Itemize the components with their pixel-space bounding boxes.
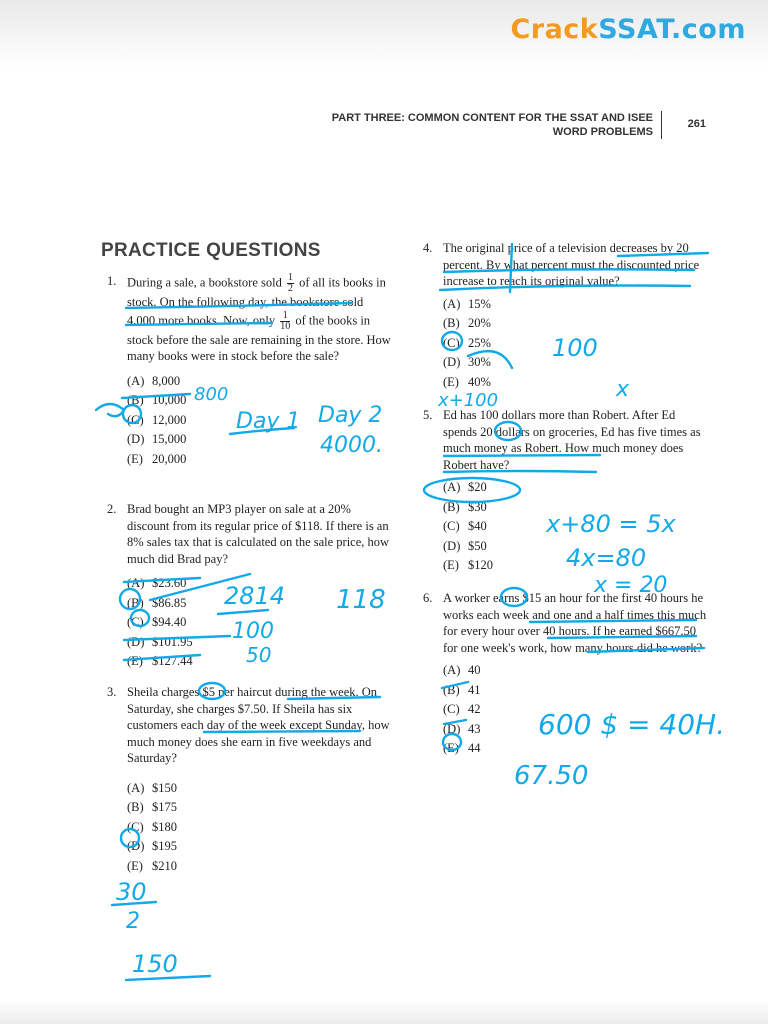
q3-note-30: 30 [116,878,147,906]
question-2 [107,501,392,672]
option-text: 20% [468,316,491,331]
option-text: 30% [468,355,491,370]
option-letter: (C) [127,615,144,630]
option-letter: (E) [127,654,143,669]
question-stem [127,273,392,365]
option-text: $86.85 [152,595,187,610]
q1-note-4000: 4000. [320,433,383,458]
brand-part-ssat: SSAT [598,14,672,45]
option-d[interactable] [127,430,392,450]
option-text: 40% [468,374,491,389]
option-a[interactable] [127,779,392,799]
option-text: $23.60 [152,576,187,590]
q1-note-day1: Day 1 [236,409,301,434]
header-line-2: WORD PROBLEMS [552,126,653,138]
option-d[interactable] [127,633,392,653]
fraction-numerator: 1 [280,311,290,322]
option-letter: (D) [443,721,461,736]
option-letter: (D) [127,839,145,854]
option-text: 40 [468,663,481,677]
option-text: 44 [468,741,481,756]
option-d[interactable] [443,720,708,740]
option-letter: (C) [443,702,460,717]
answer-options [443,295,708,393]
option-text: $210 [152,858,177,873]
option-text: 41 [468,682,481,697]
option-d[interactable] [127,837,392,857]
question-stem: A worker earns $15 an hour for the first 40 hours he works each week and one and a half times this much for every hour over 40 hours. If he earned $667.50 for one week's work, how many hours did he work? [443,591,707,655]
option-a[interactable] [443,478,708,498]
question-number: 6. [423,591,433,605]
q4-note-x: x [616,377,630,402]
option-text: $150 [152,780,177,795]
option-text: $195 [152,839,177,854]
option-b[interactable] [443,314,708,334]
q2-note-2814: 2814 [224,582,286,610]
section-title: PRACTICE QUESTIONS [101,240,321,261]
option-letter: (B) [127,393,144,408]
option-text: $180 [152,819,177,834]
brand-watermark [510,14,746,45]
option-c[interactable] [127,411,392,431]
option-letter: (B) [127,800,144,815]
option-text: 15,000 [152,432,187,447]
option-text: 15% [468,296,491,311]
option-d[interactable] [443,537,708,557]
q3-fraction-bar [112,902,156,905]
fraction-one-tenth [280,311,290,332]
option-letter: (C) [443,519,460,534]
stem-part: of the books in stock before the sale are remaining in the store. How many books were in stock before the sale? [127,312,391,363]
option-text: 25% [468,335,491,350]
brand-part-crack: Crack [510,14,599,45]
fraction-denominator: 2 [287,283,293,294]
option-a[interactable] [127,372,392,392]
question-number: 2. [107,502,117,516]
stem-part: During a sale, a bookstore sold [127,275,282,290]
option-e[interactable] [127,652,392,672]
q1-note-a: 800 [194,384,229,405]
option-c[interactable] [127,613,392,633]
option-letter: (E) [443,558,459,573]
q6-note-eq1: 600 $ = 40H. [538,708,726,741]
option-text: 8,000 [152,373,181,388]
option-b[interactable] [443,498,708,518]
question-number: 4. [423,241,433,255]
option-text: $50 [468,538,487,553]
question-3 [107,684,392,876]
q2-note-50: 50 [246,643,272,667]
header-line-1: PART THREE: COMMON CONTENT FOR THE SSAT AND ISEE [331,112,653,124]
running-header [332,111,662,139]
question-6 [423,590,708,759]
option-text: 20,000 [152,451,187,466]
option-letter: (C) [127,412,144,427]
option-text: $101.95 [152,634,193,649]
scan-shadow-bottom [0,1000,768,1024]
q1-note-day2: Day 2 [318,403,383,428]
fraction-one-half [287,273,294,294]
option-letter: (A) [443,663,461,677]
option-c[interactable] [127,818,392,838]
q2-note-118: 118 [336,585,386,615]
answer-options [127,574,392,672]
option-text: 43 [468,721,481,736]
option-b[interactable] [127,391,392,411]
option-text: $120 [468,558,493,573]
question-stem: Brad bought an MP3 player on sale at a 20% discount from its regular price of $118. If there is an 8% sales tax that is calculated on the sale price, how much did Brad pay? [127,502,390,566]
option-a[interactable] [443,295,708,315]
q5-note-eq2: 4x=80 [566,544,647,572]
option-letter: (D) [127,634,145,649]
option-letter: (E) [127,858,143,873]
option-text: $175 [152,800,177,815]
option-text: $40 [468,519,487,534]
option-letter: (B) [127,595,144,610]
option-letter: (C) [127,819,144,834]
option-e[interactable] [443,373,708,393]
option-b[interactable] [443,681,708,701]
question-stem: The original price of a television decreases by 20 percent. By what percent must the discounted price increase to reach its original value? [443,241,700,288]
option-text: $30 [468,499,487,514]
brand-part-com: .com [671,14,746,45]
question-4 [423,240,708,392]
option-a[interactable] [443,661,708,681]
option-letter: (D) [443,355,461,370]
option-letter: (A) [443,296,461,311]
option-e[interactable] [127,450,392,470]
option-letter: (D) [443,538,461,553]
answer-options [127,372,392,470]
option-text: $94.40 [152,615,187,630]
question-1 [107,272,392,469]
option-letter: (C) [443,335,460,350]
option-b[interactable] [127,798,392,818]
option-a[interactable] [127,574,392,594]
q4-note-100: 100 [552,334,598,362]
option-letter: (E) [127,451,143,466]
option-text: $20 [468,480,487,494]
option-c[interactable] [443,700,708,720]
option-text: 10,000 [152,393,187,408]
option-letter: (A) [127,373,145,388]
question-number: 3. [107,685,117,699]
q3-150-underline [126,976,210,980]
option-letter: (A) [127,780,145,795]
question-5 [423,407,708,576]
q6-note-eq2: 67.50 [514,761,589,791]
question-number: 5. [423,408,433,422]
option-letter: (B) [443,316,460,331]
option-e[interactable] [443,739,708,759]
option-c[interactable] [443,334,708,354]
option-c[interactable] [443,517,708,537]
q1-arrow-scribble [96,404,124,416]
option-letter: (A) [127,576,145,590]
stem-part: of all its books in stock. On the following day, the bookstore sold 4,000 more books. Now, only [127,275,386,327]
option-b[interactable] [127,594,392,614]
answer-options [443,478,708,576]
option-e[interactable] [443,556,708,576]
fraction-denominator: 10 [280,320,291,332]
option-text: $127.44 [152,654,193,669]
option-letter: (B) [443,499,460,514]
option-text: 12,000 [152,412,187,427]
q5-note-eq1: x+80 = 5x [546,510,676,538]
q2-note-100: 100 [232,619,274,644]
option-letter: (E) [443,741,459,756]
q3-note-2: 2 [126,909,140,934]
option-letter: (D) [127,432,145,447]
question-number: 1. [107,274,117,288]
option-d[interactable] [443,353,708,373]
option-text: 42 [468,702,481,717]
page-number: 261 [687,118,706,130]
answer-options [127,779,392,877]
q5-note-eq3: x = 20 [594,573,668,598]
q4-note-x100: x+100 [438,390,499,411]
question-stem: Sheila charges $5 per haircut during the week. On Saturday, she charges $7.50. If Sheila has six customers each day of the week except Sunday, how much money does she earn in five weekdays and Saturday? [127,685,390,765]
fraction-numerator: 1 [287,272,293,283]
answer-options [443,661,708,759]
q3-note-150: 150 [132,950,178,978]
option-letter: (B) [443,682,460,697]
question-stem: Ed has 100 dollars more than Robert. After Ed spends 20 dollars on groceries, Ed has five times as much money as Robert. How much money does Robert have? [443,408,701,472]
option-letter: (E) [443,374,459,389]
option-letter: (A) [443,480,461,494]
option-e[interactable] [127,857,392,877]
